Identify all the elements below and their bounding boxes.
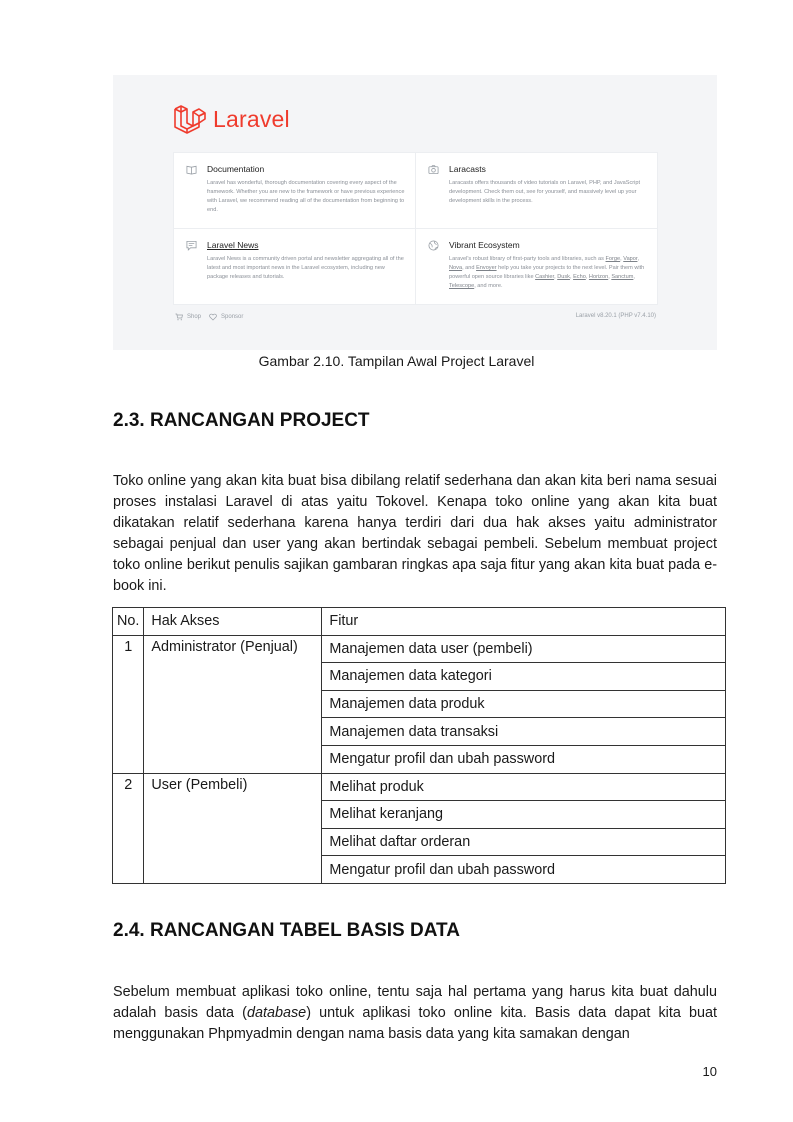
link-nova[interactable]: Nova <box>449 265 463 271</box>
laravel-logo <box>173 102 290 136</box>
row-number: 1 <box>113 635 144 773</box>
link-telescope[interactable]: Telescope <box>449 283 475 289</box>
link-cashier[interactable]: Cashier <box>535 274 555 280</box>
card-description: Laracasts offers thousands of video tutorials on Laravel, PHP, and JavaScript development. Check them out, see for yourself, and massively level up your development skills in the process. <box>449 180 641 204</box>
table-row <box>113 635 726 663</box>
header-no: No. <box>113 608 144 636</box>
link-sanctum[interactable]: Sanctum <box>611 274 634 280</box>
card-title[interactable]: Laravel News <box>207 240 259 250</box>
laravel-links-card <box>174 153 657 304</box>
section-2-3-paragraph: Toko online yang akan kita buat bisa dibilang relatif sederhana dan akan kita beri nama sesuai proses instalasi Laravel di atas yaitu Tokovel. Kenapa toko online yang akan kita buat dikatakan relatif sederhana karena hanya terdiri dari dua hak akses yaitu administrator sebagai penjual dan user yang akan bertindak sebagai pembeli. Sebelum membuat project toko online berikut penulis sajikan gambaran ringkas apa saja fitur yang akan kita buat pada e-book ini. <box>113 473 717 594</box>
desc-text: , and more. <box>474 283 503 289</box>
feature-cell: Melihat daftar orderan <box>322 828 726 856</box>
figure-caption: Gambar 2.10. Tampilan Awal Project Laravel <box>258 353 535 369</box>
book-icon <box>186 164 197 175</box>
row-number: 2 <box>113 773 144 883</box>
globe-icon <box>428 240 439 251</box>
page-number: 10 <box>702 1064 717 1079</box>
laravel-logo-icon <box>173 102 207 136</box>
card-documentation[interactable] <box>174 153 416 229</box>
footer-links <box>175 313 243 321</box>
header-fitur: Fitur <box>322 608 726 636</box>
section-heading-2-3: 2.3. RANCANGAN PROJECT <box>113 410 370 431</box>
card-description: Laravel News is a community driven portal and newsletter aggregating all of the latest and most important news in the Laravel ecosystem, including new package releases and tutorials. <box>207 256 404 280</box>
cart-icon <box>175 313 183 321</box>
card-vibrant-ecosystem <box>416 229 657 304</box>
feature-cell: Manajemen data produk <box>322 690 726 718</box>
card-description: Laravel has wonderful, thorough documentation covering every aspect of the framework. Whether you are new to the framework or have previous experience with Laravel, we recommend reading all of the documentation from beginning to end. <box>207 180 405 213</box>
row-role: Administrator (Penjual) <box>144 635 322 773</box>
desc-text: help you take your projects to the next level. Pair them with powerful open source libraries like <box>449 265 645 280</box>
camera-icon <box>428 164 439 175</box>
link-echo[interactable]: Echo <box>573 274 586 280</box>
feature-cell: Manajemen data kategori <box>322 663 726 691</box>
feature-cell: Melihat keranjang <box>322 801 726 829</box>
feature-cell: Mengatur profil dan ubah password <box>322 745 726 773</box>
table-row <box>113 773 726 801</box>
desc-text: Laravel's robust library of first-party tools and libraries, such as <box>449 256 606 262</box>
sponsor-link[interactable]: Sponsor <box>221 314 244 320</box>
table-header-row <box>113 608 726 636</box>
shop-link[interactable]: Shop <box>187 314 202 320</box>
link-dusk[interactable]: Dusk <box>557 274 570 280</box>
version-info: Laravel v8.20.1 (PHP v7.4.10) <box>575 313 656 319</box>
link-horizon[interactable]: Horizon <box>588 274 609 280</box>
section-heading-2-4: 2.4. RANCANGAN TABEL BASIS DATA <box>113 920 460 941</box>
row-role: User (Pembeli) <box>144 773 322 883</box>
feature-cell: Manajemen data user (pembeli) <box>322 635 726 663</box>
paragraph-text: ) untuk aplikasi toko online kita. Basis data dapat kita buat menggunakan Phpmyadmin dengan nama basis data yang kita samakan dengan <box>113 1005 717 1042</box>
laravel-welcome-screenshot <box>113 75 717 350</box>
header-hak-akses: Hak Akses <box>144 608 322 636</box>
feature-cell: Mengatur profil dan ubah password <box>322 856 726 884</box>
feature-cell: Manajemen data transaksi <box>322 718 726 746</box>
card-title[interactable]: Documentation <box>207 164 265 174</box>
card-description: Laravel's robust library of first-party tools and libraries, such as Forge, Vapor, Nova, and Envoyer help you take your projects to the next level. Pair them with powerful open source libraries like Cashier, Dusk, Echo, Horizon, Sanctum, Telescope, and more. <box>449 256 645 289</box>
link-envoyer[interactable]: Envoyer <box>476 265 497 271</box>
card-laracasts[interactable] <box>416 153 657 229</box>
card-title: Vibrant Ecosystem <box>449 240 520 250</box>
section-2-4-paragraph <box>113 982 717 1045</box>
italic-term: database <box>246 1005 307 1021</box>
feature-cell: Melihat produk <box>322 773 726 801</box>
paragraph-text: Sebelum membuat aplikasi toko online, tentu saja hal pertama yang harus kita buat dahulu adalah basis data ( <box>113 984 717 1021</box>
link-forge[interactable]: Forge <box>605 256 621 262</box>
features-table <box>112 607 726 884</box>
heart-icon <box>209 313 217 321</box>
card-laravel-news[interactable] <box>174 229 416 304</box>
chat-icon <box>186 240 197 251</box>
link-vapor[interactable]: Vapor <box>623 256 638 262</box>
card-title[interactable]: Laracasts <box>449 164 486 174</box>
laravel-wordmark: Laravel <box>213 105 290 132</box>
